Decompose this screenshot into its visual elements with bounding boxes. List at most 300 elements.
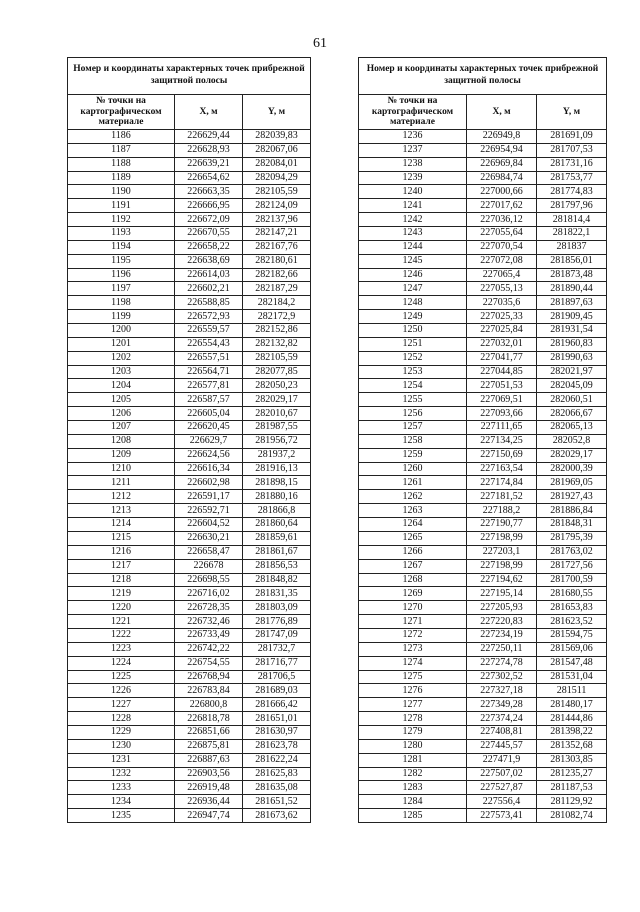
point-number-cell: 1221 [68, 615, 175, 629]
x-coordinate-cell: 226587,57 [175, 393, 243, 407]
x-coordinate-cell: 227041,77 [467, 351, 537, 365]
y-coordinate-cell: 281635,08 [243, 781, 311, 795]
y-coordinate-cell: 281814,4 [537, 213, 607, 227]
x-coordinate-cell: 226742,22 [175, 642, 243, 656]
x-coordinate-cell: 226969,84 [467, 157, 537, 171]
table-row [359, 476, 607, 490]
point-number-cell: 1215 [68, 531, 175, 545]
y-coordinate-cell: 282077,85 [243, 365, 311, 379]
table-row [68, 642, 311, 656]
point-number-cell: 1227 [68, 698, 175, 712]
point-number-cell: 1224 [68, 656, 175, 670]
point-number-cell: 1250 [359, 324, 467, 338]
x-coordinate-cell: 226800,8 [175, 698, 243, 712]
table-row [359, 573, 607, 587]
point-number-cell: 1272 [359, 628, 467, 642]
table-row [68, 157, 311, 171]
point-number-cell: 1247 [359, 282, 467, 296]
point-number-cell: 1235 [68, 809, 175, 823]
table-row [359, 642, 607, 656]
table-row [359, 324, 607, 338]
table-row [359, 753, 607, 767]
y-coordinate-cell: 282029,17 [243, 393, 311, 407]
x-coordinate-cell: 226716,02 [175, 587, 243, 601]
table-row [359, 351, 607, 365]
y-coordinate-cell: 281898,15 [243, 476, 311, 490]
point-number-cell: 1268 [359, 573, 467, 587]
point-number-cell: 1197 [68, 282, 175, 296]
x-coordinate-cell: 226639,21 [175, 157, 243, 171]
x-coordinate-cell: 226949,8 [467, 130, 537, 144]
y-coordinate-cell: 281082,74 [537, 809, 607, 823]
y-coordinate-cell: 281856,53 [243, 559, 311, 573]
point-number-cell: 1255 [359, 393, 467, 407]
y-coordinate-cell: 282010,67 [243, 407, 311, 421]
point-number-cell: 1277 [359, 698, 467, 712]
table-row [68, 573, 311, 587]
point-number-cell: 1192 [68, 213, 175, 227]
point-number-cell: 1248 [359, 296, 467, 310]
table-row [68, 143, 311, 157]
x-coordinate-cell: 226728,35 [175, 601, 243, 615]
table-row [359, 504, 607, 518]
point-number-cell: 1261 [359, 476, 467, 490]
y-coordinate-cell: 282029,17 [537, 448, 607, 462]
y-coordinate-cell: 281303,85 [537, 753, 607, 767]
point-number-cell: 1281 [359, 753, 467, 767]
table-row [68, 795, 311, 809]
y-coordinate-cell: 282152,86 [243, 324, 311, 338]
table-row [359, 656, 607, 670]
table-row [68, 656, 311, 670]
y-coordinate-cell: 282021,97 [537, 365, 607, 379]
y-coordinate-cell: 282094,29 [243, 171, 311, 185]
x-coordinate-cell: 226658,47 [175, 545, 243, 559]
y-coordinate-cell: 281630,97 [243, 725, 311, 739]
x-coordinate-cell: 226572,93 [175, 310, 243, 324]
y-coordinate-cell: 281547,48 [537, 656, 607, 670]
table-row [359, 767, 607, 781]
table-row [68, 739, 311, 753]
y-coordinate-cell: 281831,35 [243, 587, 311, 601]
point-number-cell: 1222 [68, 628, 175, 642]
x-coordinate-cell: 226630,21 [175, 531, 243, 545]
x-coordinate-cell: 227198,99 [467, 559, 537, 573]
table-row [68, 767, 311, 781]
y-coordinate-cell: 281795,39 [537, 531, 607, 545]
x-coordinate-cell: 226577,81 [175, 379, 243, 393]
table-row [68, 213, 311, 227]
column-header-x: X, м [467, 95, 537, 130]
point-number-cell: 1212 [68, 490, 175, 504]
x-coordinate-cell: 227302,52 [467, 670, 537, 684]
table-row [68, 725, 311, 739]
y-coordinate-cell: 281398,22 [537, 725, 607, 739]
table-row [359, 282, 607, 296]
y-coordinate-cell: 281763,02 [537, 545, 607, 559]
table-row [359, 448, 607, 462]
point-number-cell: 1210 [68, 462, 175, 476]
table-row [359, 670, 607, 684]
y-coordinate-cell: 281444,86 [537, 712, 607, 726]
y-coordinate-cell: 281837 [537, 240, 607, 254]
x-coordinate-cell: 227035,6 [467, 296, 537, 310]
point-number-cell: 1244 [359, 240, 467, 254]
point-number-cell: 1226 [68, 684, 175, 698]
point-number-cell: 1270 [359, 601, 467, 615]
x-coordinate-cell: 227072,08 [467, 254, 537, 268]
point-number-cell: 1242 [359, 213, 467, 227]
x-coordinate-cell: 227150,69 [467, 448, 537, 462]
point-number-cell: 1257 [359, 421, 467, 435]
point-number-cell: 1216 [68, 545, 175, 559]
point-number-cell: 1252 [359, 351, 467, 365]
table-row [68, 753, 311, 767]
x-coordinate-cell: 227573,41 [467, 809, 537, 823]
x-coordinate-cell: 227000,66 [467, 185, 537, 199]
point-number-cell: 1208 [68, 434, 175, 448]
y-coordinate-cell: 281859,61 [243, 531, 311, 545]
y-coordinate-cell: 281235,27 [537, 767, 607, 781]
x-coordinate-cell: 226602,21 [175, 282, 243, 296]
y-coordinate-cell: 281691,09 [537, 130, 607, 144]
point-number-cell: 1275 [359, 670, 467, 684]
y-coordinate-cell: 281747,09 [243, 628, 311, 642]
y-coordinate-cell: 281622,24 [243, 753, 311, 767]
y-coordinate-cell: 281774,83 [537, 185, 607, 199]
point-number-cell: 1225 [68, 670, 175, 684]
point-number-cell: 1284 [359, 795, 467, 809]
point-number-cell: 1223 [68, 642, 175, 656]
x-coordinate-cell: 227025,84 [467, 324, 537, 338]
x-coordinate-cell: 227220,83 [467, 615, 537, 629]
point-number-cell: 1229 [68, 725, 175, 739]
point-number-cell: 1240 [359, 185, 467, 199]
y-coordinate-cell: 282039,83 [243, 130, 311, 144]
x-coordinate-cell: 226591,17 [175, 490, 243, 504]
x-coordinate-cell: 227069,51 [467, 393, 537, 407]
table-row [359, 518, 607, 532]
x-coordinate-cell: 227055,13 [467, 282, 537, 296]
x-coordinate-cell: 227111,65 [467, 421, 537, 435]
x-coordinate-cell: 227017,62 [467, 199, 537, 213]
y-coordinate-cell: 281987,55 [243, 421, 311, 435]
y-coordinate-cell: 281594,75 [537, 628, 607, 642]
table-row [68, 476, 311, 490]
y-coordinate-cell: 282132,82 [243, 337, 311, 351]
point-number-cell: 1199 [68, 310, 175, 324]
point-number-cell: 1269 [359, 587, 467, 601]
point-number-cell: 1282 [359, 767, 467, 781]
x-coordinate-cell: 226919,48 [175, 781, 243, 795]
point-number-cell: 1283 [359, 781, 467, 795]
x-coordinate-cell: 226887,63 [175, 753, 243, 767]
y-coordinate-cell: 281960,83 [537, 337, 607, 351]
point-number-cell: 1186 [68, 130, 175, 144]
point-number-cell: 1195 [68, 254, 175, 268]
x-coordinate-cell: 227190,77 [467, 518, 537, 532]
x-coordinate-cell: 227556,4 [467, 795, 537, 809]
y-coordinate-cell: 281890,44 [537, 282, 607, 296]
point-number-cell: 1278 [359, 712, 467, 726]
point-number-cell: 1285 [359, 809, 467, 823]
point-number-cell: 1265 [359, 531, 467, 545]
y-coordinate-cell: 281956,72 [243, 434, 311, 448]
column-header-y: Y, м [537, 95, 607, 130]
table-row [68, 393, 311, 407]
x-coordinate-cell: 226658,22 [175, 240, 243, 254]
y-coordinate-cell: 282066,67 [537, 407, 607, 421]
x-coordinate-cell: 226616,34 [175, 462, 243, 476]
x-coordinate-cell: 227327,18 [467, 684, 537, 698]
y-coordinate-cell: 281727,56 [537, 559, 607, 573]
table-row [359, 809, 607, 823]
table-row [68, 351, 311, 365]
table-row [359, 739, 607, 753]
x-coordinate-cell: 227065,4 [467, 268, 537, 282]
table-row [68, 448, 311, 462]
y-coordinate-cell: 282000,39 [537, 462, 607, 476]
y-coordinate-cell: 281187,53 [537, 781, 607, 795]
table-row [359, 615, 607, 629]
table-row [68, 199, 311, 213]
table-row [68, 684, 311, 698]
point-number-cell: 1243 [359, 227, 467, 241]
x-coordinate-cell: 227274,78 [467, 656, 537, 670]
point-number-cell: 1234 [68, 795, 175, 809]
x-coordinate-cell: 226698,55 [175, 573, 243, 587]
y-coordinate-cell: 282187,29 [243, 282, 311, 296]
x-coordinate-cell: 227349,28 [467, 698, 537, 712]
x-coordinate-cell: 226624,56 [175, 448, 243, 462]
point-number-cell: 1241 [359, 199, 467, 213]
table-row [359, 698, 607, 712]
y-coordinate-cell: 282182,66 [243, 268, 311, 282]
y-coordinate-cell: 281129,92 [537, 795, 607, 809]
x-coordinate-cell: 226605,04 [175, 407, 243, 421]
y-coordinate-cell: 281511 [537, 684, 607, 698]
table-row [68, 379, 311, 393]
y-coordinate-cell: 281880,16 [243, 490, 311, 504]
x-coordinate-cell: 226678 [175, 559, 243, 573]
table-row [359, 421, 607, 435]
y-coordinate-cell: 281706,5 [243, 670, 311, 684]
table-row [68, 130, 311, 144]
table-row [68, 240, 311, 254]
table-row [68, 559, 311, 573]
x-coordinate-cell: 227194,62 [467, 573, 537, 587]
table-row [359, 393, 607, 407]
x-coordinate-cell: 226638,69 [175, 254, 243, 268]
table-row [359, 227, 607, 241]
point-number-cell: 1260 [359, 462, 467, 476]
table-row [68, 171, 311, 185]
table-row [359, 157, 607, 171]
x-coordinate-cell: 227032,01 [467, 337, 537, 351]
y-coordinate-cell: 281680,55 [537, 587, 607, 601]
y-coordinate-cell: 281916,13 [243, 462, 311, 476]
x-coordinate-cell: 226672,09 [175, 213, 243, 227]
y-coordinate-cell: 281848,31 [537, 518, 607, 532]
y-coordinate-cell: 281753,77 [537, 171, 607, 185]
x-coordinate-cell: 226947,74 [175, 809, 243, 823]
point-number-cell: 1279 [359, 725, 467, 739]
x-coordinate-cell: 227445,57 [467, 739, 537, 753]
y-coordinate-cell: 282137,96 [243, 213, 311, 227]
y-coordinate-cell: 282105,59 [243, 351, 311, 365]
y-coordinate-cell: 281931,54 [537, 324, 607, 338]
y-coordinate-cell: 281822,1 [537, 227, 607, 241]
point-number-cell: 1259 [359, 448, 467, 462]
table-row [68, 296, 311, 310]
x-coordinate-cell: 227527,87 [467, 781, 537, 795]
y-coordinate-cell: 281866,8 [243, 504, 311, 518]
x-coordinate-cell: 227070,54 [467, 240, 537, 254]
y-coordinate-cell: 281927,43 [537, 490, 607, 504]
point-number-cell: 1233 [68, 781, 175, 795]
table-row [359, 240, 607, 254]
x-coordinate-cell: 226557,51 [175, 351, 243, 365]
point-number-cell: 1202 [68, 351, 175, 365]
x-coordinate-cell: 227507,02 [467, 767, 537, 781]
point-number-cell: 1251 [359, 337, 467, 351]
point-number-cell: 1238 [359, 157, 467, 171]
x-coordinate-cell: 226851,66 [175, 725, 243, 739]
x-coordinate-cell: 226984,74 [467, 171, 537, 185]
table-row [359, 684, 607, 698]
table-row [68, 434, 311, 448]
y-coordinate-cell: 282167,76 [243, 240, 311, 254]
x-coordinate-cell: 227250,11 [467, 642, 537, 656]
y-coordinate-cell: 281732,7 [243, 642, 311, 656]
y-coordinate-cell: 282124,09 [243, 199, 311, 213]
y-coordinate-cell: 282105,59 [243, 185, 311, 199]
table-row [359, 337, 607, 351]
point-number-cell: 1205 [68, 393, 175, 407]
table-row [68, 337, 311, 351]
table-row [68, 670, 311, 684]
table-row [359, 712, 607, 726]
x-coordinate-cell: 227044,85 [467, 365, 537, 379]
point-number-cell: 1218 [68, 573, 175, 587]
point-number-cell: 1220 [68, 601, 175, 615]
point-number-cell: 1274 [359, 656, 467, 670]
y-coordinate-cell: 282050,23 [243, 379, 311, 393]
y-coordinate-cell: 281673,62 [243, 809, 311, 823]
point-number-cell: 1198 [68, 296, 175, 310]
x-coordinate-cell: 226604,52 [175, 518, 243, 532]
y-coordinate-cell: 281623,52 [537, 615, 607, 629]
x-coordinate-cell: 226629,7 [175, 434, 243, 448]
table-row [359, 365, 607, 379]
point-number-cell: 1204 [68, 379, 175, 393]
point-number-cell: 1189 [68, 171, 175, 185]
table-row [68, 421, 311, 435]
y-coordinate-cell: 281653,83 [537, 601, 607, 615]
y-coordinate-cell: 281860,64 [243, 518, 311, 532]
point-number-cell: 1232 [68, 767, 175, 781]
point-number-cell: 1207 [68, 421, 175, 435]
table-row [68, 185, 311, 199]
x-coordinate-cell: 227181,52 [467, 490, 537, 504]
y-coordinate-cell: 281700,59 [537, 573, 607, 587]
y-coordinate-cell: 281990,63 [537, 351, 607, 365]
point-number-cell: 1228 [68, 712, 175, 726]
x-coordinate-cell: 227198,99 [467, 531, 537, 545]
table-row [68, 490, 311, 504]
y-coordinate-cell: 281707,53 [537, 143, 607, 157]
table-row [68, 518, 311, 532]
y-coordinate-cell: 281909,45 [537, 310, 607, 324]
table-row [68, 282, 311, 296]
y-coordinate-cell: 282045,09 [537, 379, 607, 393]
x-coordinate-cell: 227205,93 [467, 601, 537, 615]
y-coordinate-cell: 282084,01 [243, 157, 311, 171]
table-title: Номер и координаты характерных точек прибрежной защитной полосы [359, 58, 607, 95]
x-coordinate-cell: 226614,03 [175, 268, 243, 282]
column-header-point-number: № точки на картографическом материале [68, 95, 175, 130]
table-row [359, 268, 607, 282]
x-coordinate-cell: 226663,35 [175, 185, 243, 199]
table-row [359, 171, 607, 185]
point-number-cell: 1254 [359, 379, 467, 393]
table-row [359, 559, 607, 573]
table-row [68, 712, 311, 726]
y-coordinate-cell: 281861,67 [243, 545, 311, 559]
y-coordinate-cell: 281856,01 [537, 254, 607, 268]
y-coordinate-cell: 281623,78 [243, 739, 311, 753]
point-number-cell: 1191 [68, 199, 175, 213]
y-coordinate-cell: 281651,52 [243, 795, 311, 809]
y-coordinate-cell: 281625,83 [243, 767, 311, 781]
point-number-cell: 1187 [68, 143, 175, 157]
y-coordinate-cell: 281716,77 [243, 656, 311, 670]
y-coordinate-cell: 281569,06 [537, 642, 607, 656]
x-coordinate-cell: 226620,45 [175, 421, 243, 435]
point-number-cell: 1206 [68, 407, 175, 421]
table-row [359, 462, 607, 476]
table-row [359, 407, 607, 421]
table-row [68, 310, 311, 324]
y-coordinate-cell: 282067,06 [243, 143, 311, 157]
coordinates-table-right [358, 57, 607, 823]
point-number-cell: 1201 [68, 337, 175, 351]
page-number: 61 [313, 36, 327, 51]
point-number-cell: 1280 [359, 739, 467, 753]
y-coordinate-cell: 281352,68 [537, 739, 607, 753]
point-number-cell: 1211 [68, 476, 175, 490]
y-coordinate-cell: 281666,42 [243, 698, 311, 712]
point-number-cell: 1271 [359, 615, 467, 629]
x-coordinate-cell: 227134,25 [467, 434, 537, 448]
x-coordinate-cell: 226903,56 [175, 767, 243, 781]
x-coordinate-cell: 226628,93 [175, 143, 243, 157]
point-number-cell: 1188 [68, 157, 175, 171]
point-number-cell: 1236 [359, 130, 467, 144]
coordinates-table-left [67, 57, 311, 823]
x-coordinate-cell: 227471,9 [467, 753, 537, 767]
point-number-cell: 1266 [359, 545, 467, 559]
x-coordinate-cell: 226554,43 [175, 337, 243, 351]
x-coordinate-cell: 227163,54 [467, 462, 537, 476]
x-coordinate-cell: 227093,66 [467, 407, 537, 421]
y-coordinate-cell: 282147,21 [243, 227, 311, 241]
point-number-cell: 1258 [359, 434, 467, 448]
table-row [359, 185, 607, 199]
table-row [68, 324, 311, 338]
y-coordinate-cell: 281651,01 [243, 712, 311, 726]
table-row [359, 601, 607, 615]
